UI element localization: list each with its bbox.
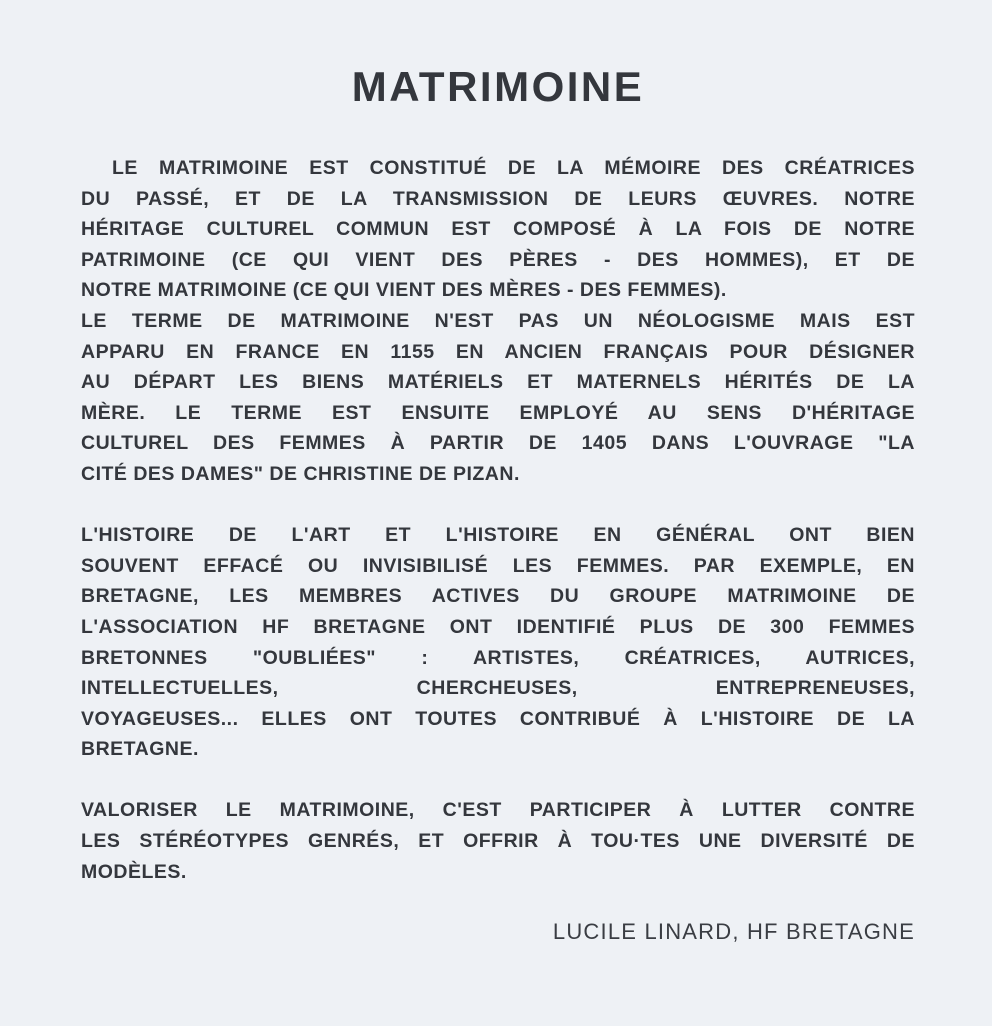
text-line: LE TERME DE MATRIMOINE N'EST PAS UN NÉOLOGISME MAIS EST (81, 309, 915, 332)
text-line: CITÉ DES DAMES" DE CHRISTINE DE PIZAN. (81, 462, 520, 485)
page-title: MATRIMOINE (351, 63, 645, 110)
text-line: LE MATRIMOINE EST CONSTITUÉ DE LA MÉMOIRE DES CRÉATRICES (112, 157, 915, 179)
paragraph-invisibilisation (81, 520, 915, 765)
paragraph-definition (81, 153, 915, 306)
text-line: AU DÉPART LES BIENS MATÉRIELS ET MATERNELS HÉRITÉS DE LA (81, 371, 915, 394)
text-line: BRETAGNE. (81, 738, 199, 761)
text-line: VALORISER LE MATRIMOINE, C'EST PARTICIPER À LUTTER CONTRE (81, 799, 915, 822)
text-line: BRETONNES "OUBLIÉES" : ARTISTES, CRÉATRICES, AUTRICES, (81, 646, 915, 669)
text-line: CULTUREL DES FEMMES À PARTIR DE 1405 DANS L'OUVRAGE "LA (81, 432, 915, 455)
text-line: VOYAGEUSES... ELLES ONT TOUTES CONTRIBUÉ À L'HISTOIRE DE LA (81, 707, 915, 730)
text-line: MODÈLES. (81, 860, 187, 883)
text-line: INTELLECTUELLES, CHERCHEUSES, ENTREPRENEUSES, (81, 677, 915, 700)
text-line: L'ASSOCIATION HF BRETAGNE ONT IDENTIFIÉ PLUS DE 300 FEMMES (81, 615, 915, 638)
text-line: HÉRITAGE CULTUREL COMMUN EST COMPOSÉ À LA FOIS DE NOTRE (81, 218, 915, 241)
text-line: LES STÉRÉOTYPES GENRÉS, ET OFFRIR À TOU·TES UNE DIVERSITÉ DE (81, 830, 915, 853)
text-line: L'HISTOIRE DE L'ART ET L'HISTOIRE EN GÉNÉRAL ONT BIEN (81, 524, 915, 547)
body-text (81, 153, 915, 887)
text-line: BRETAGNE, LES MEMBRES ACTIVES DU GROUPE MATRIMOINE DE (81, 585, 915, 608)
text-line: SOUVENT EFFACÉ OU INVISIBILISÉ LES FEMMES. PAR EXEMPLE, EN (81, 554, 915, 577)
text-line: NOTRE MATRIMOINE (CE QUI VIENT DES MÈRES - DES FEMMES). (81, 279, 727, 302)
text-line: DU PASSÉ, ET DE LA TRANSMISSION DE LEURS ŒUVRES. NOTRE (81, 187, 915, 210)
paragraph-valorisation (81, 795, 915, 887)
paragraph-etymologie (81, 306, 915, 490)
text-line: MÈRE. LE TERME EST ENSUITE EMPLOYÉ AU SENS D'HÉRITAGE (81, 401, 915, 424)
text-line: APPARU EN FRANCE EN 1155 EN ANCIEN FRANÇAIS POUR DÉSIGNER (81, 340, 915, 363)
text-line: PATRIMOINE (CE QUI VIENT DES PÈRES - DES HOMMES), ET DE (81, 248, 915, 271)
signature: LUCILE LINARD, HF BRETAGNE (552, 919, 915, 945)
